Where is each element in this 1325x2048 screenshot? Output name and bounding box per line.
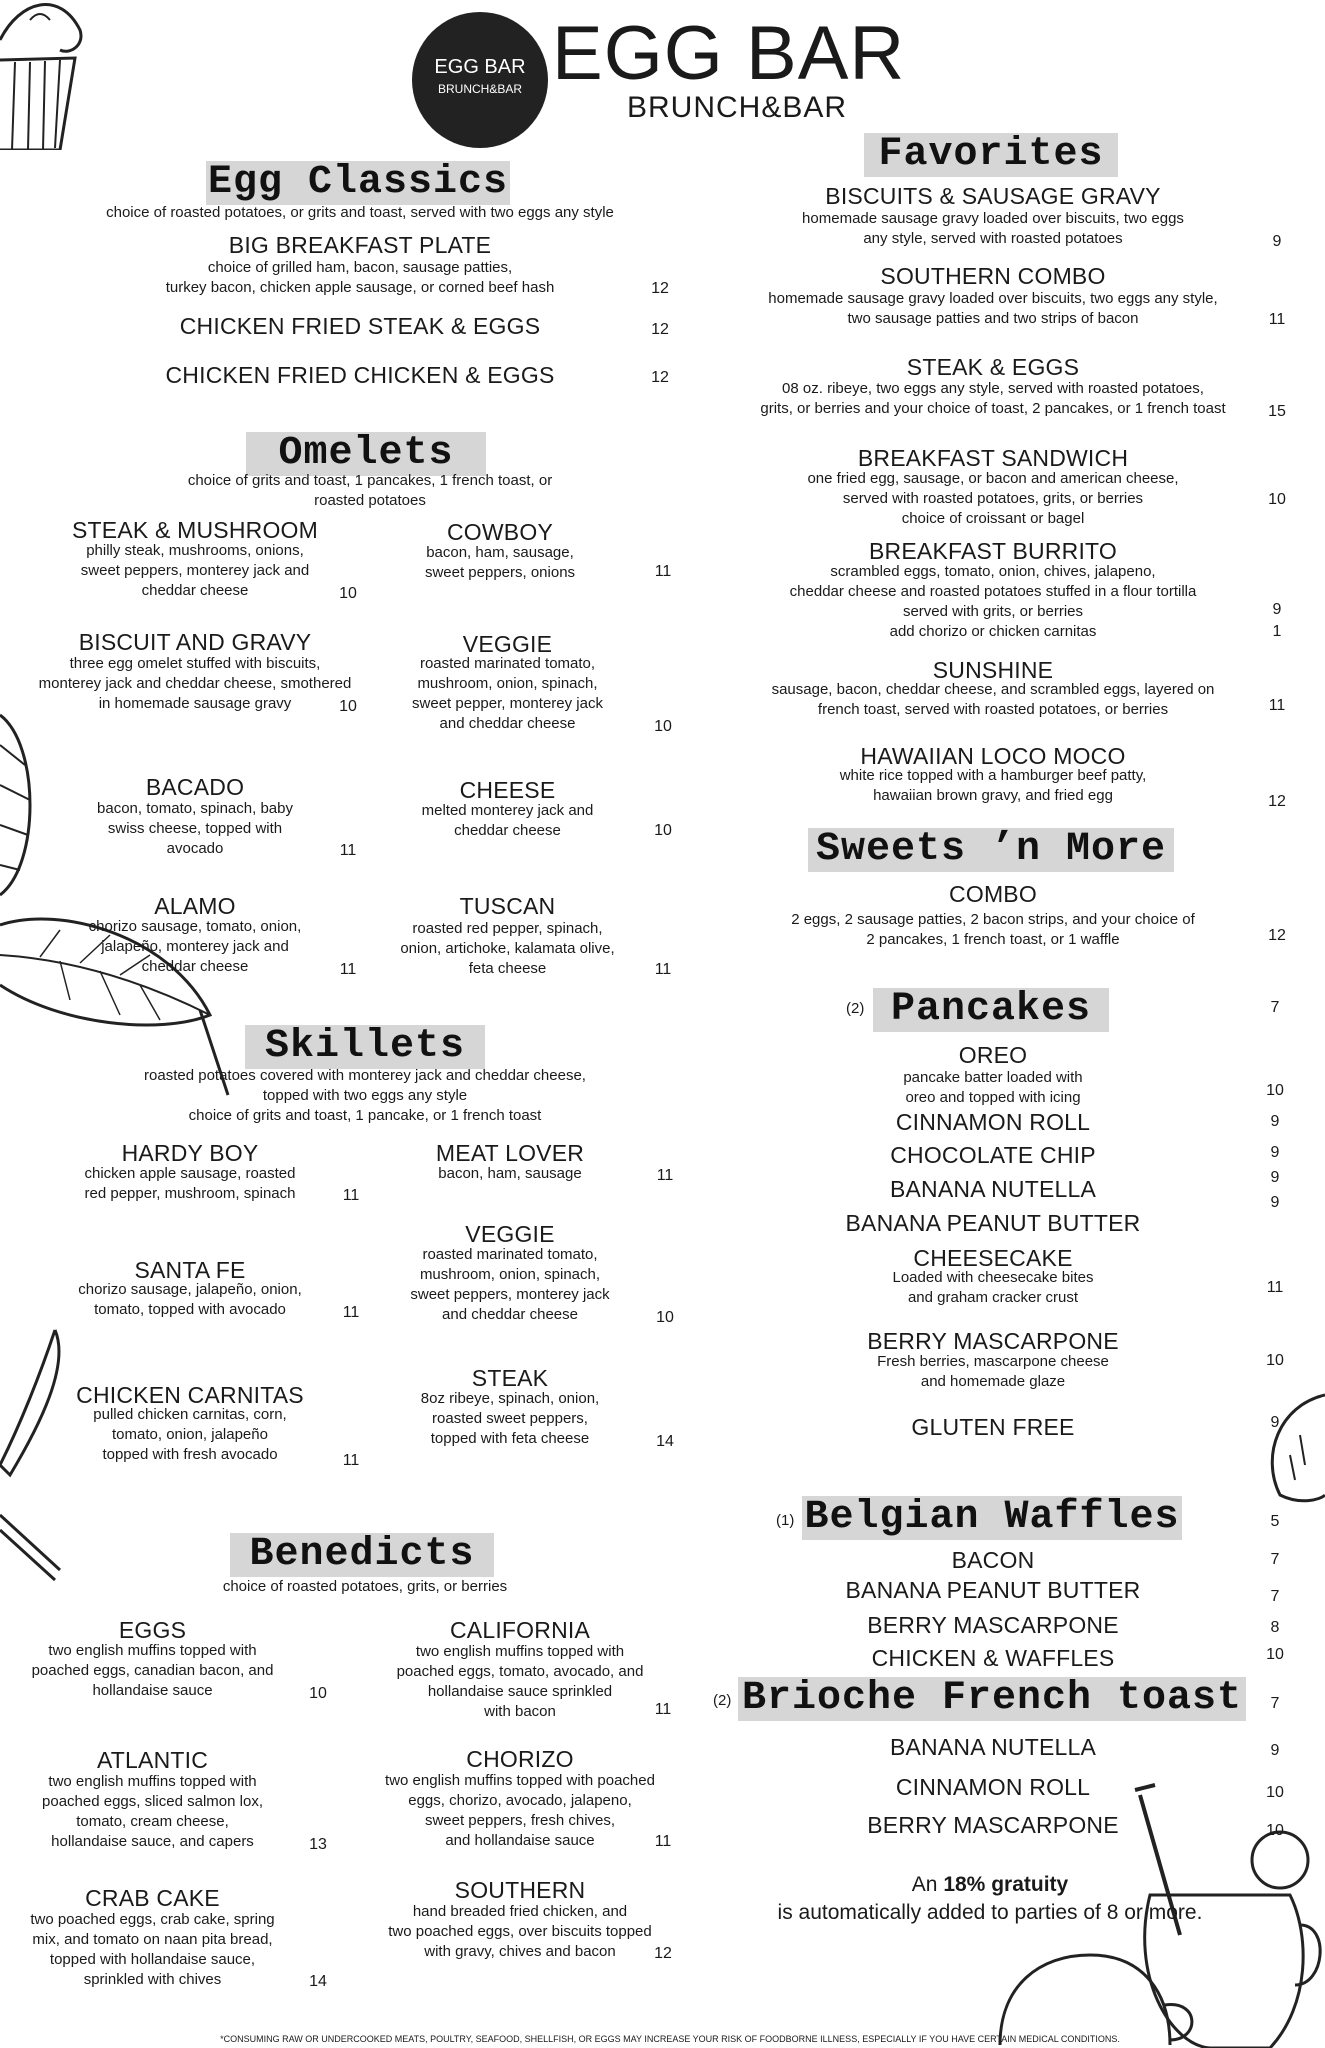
item-name: COWBOY [447, 519, 553, 545]
item-name: CRAB CAKE [85, 1885, 220, 1911]
item-price: 7 [1270, 1588, 1280, 1605]
item-price: 12 [651, 369, 669, 386]
item-price: 12 [1268, 793, 1286, 810]
item-price: 9 [1270, 1113, 1280, 1130]
item-description: chorizo sausage, tomato, onion, jalapeño, monterey jack and cheddar cheese [88, 918, 302, 975]
disclaimer: *CONSUMING RAW OR UNDERCOOKED MEATS, POULTRY, SEAFOOD, SHELLFISH, OR EGGS MAY INCREASE YOUR RISK OF FOODBORNE ILLNESS, ESPECIALLY IF YOU HAVE CERTAIN MEDICAL CONDITIONS. [220, 2034, 1120, 2044]
item-description: 8oz ribeye, spinach, onion, roasted sweet peppers, topped with feta cheese [420, 1390, 600, 1447]
item-price: 11 [342, 1304, 360, 1321]
item-description: bacon, ham, sausage, sweet peppers, onions [424, 544, 576, 581]
gratuity-line2: is automatically added to parties of 8 or more. [777, 1901, 1203, 1924]
item-price: 10 [339, 585, 357, 602]
logo-badge-line2: BRUNCH&BAR [437, 82, 522, 96]
section-title-belgian-waffles: Belgian Waffles [802, 1496, 1182, 1540]
item-name: SOUTHERN COMBO [880, 263, 1106, 289]
item-description: homemade sausage gravy loaded over biscuits, two eggs any style, two sausage patties and two strips of bacon [768, 290, 1218, 327]
item-name: VEGGIE [465, 1221, 555, 1247]
item-description: Loaded with cheesecake bites and graham cracker crust [892, 1269, 1094, 1306]
item-price: 11 [654, 1833, 672, 1850]
section-title-sweets-n-more: Sweets ’n More [808, 828, 1174, 872]
item-description: philly steak, mushrooms, onions, sweet peppers, monterey jack and cheddar cheese [80, 542, 310, 599]
item-price: 10 [656, 1309, 674, 1326]
item-price: 11 [1266, 1279, 1284, 1296]
item-price: 12 [1268, 927, 1286, 944]
item-price: 11 [1268, 697, 1286, 714]
item-description: sausage, bacon, cheddar cheese, and scrambled eggs, layered on french toast, served with roasted potatoes, or berries [771, 681, 1215, 718]
item-price: 10 [654, 822, 672, 839]
item-price: 10 [1266, 1822, 1284, 1839]
item-price: 9 [1270, 1144, 1280, 1161]
item-name: BACADO [145, 774, 245, 800]
item-description: Fresh berries, mascarpone cheese and homemade glaze [877, 1353, 1109, 1390]
item-price: 11 [656, 1167, 674, 1184]
item-name: ALAMO [154, 893, 236, 919]
item-name: BERRY MASCARPONE [867, 1612, 1119, 1638]
item-name: GLUTEN FREE [911, 1414, 1075, 1440]
section-subtitle: choice of roasted potatoes, grits, or berries [222, 1578, 508, 1595]
item-name: BERRY MASCARPONE [867, 1812, 1119, 1838]
item-description: three egg omelet stuffed with biscuits, monterey jack and cheddar cheese, smothered in homemade sausage gravy [38, 655, 352, 712]
item-price: 11 [342, 1452, 360, 1469]
item-description: choice of grilled ham, bacon, sausage patties, turkey bacon, chicken apple sausage, or corned beef hash [165, 259, 555, 296]
item-name: CHICKEN & WAFFLES [871, 1645, 1115, 1671]
item-price: 9 [1272, 601, 1282, 618]
item-description: 08 oz. ribeye, two eggs any style, served with roasted potatoes, grits, or berries and your choice of toast, 2 pancakes, or 1 french toast [760, 380, 1226, 417]
item-price: 11 [339, 961, 357, 978]
pancakes-count: (2) [846, 1000, 865, 1017]
waffles-base-price: 5 [1270, 1513, 1280, 1530]
item-name: SOUTHERN [454, 1877, 586, 1903]
section-subtitle: choice of grits and toast, 1 pancakes, 1 french toast, or roasted potatoes [187, 472, 553, 509]
item-price: 10 [654, 718, 672, 735]
item-name: COMBO [949, 881, 1037, 907]
item-price: 11 [339, 842, 357, 859]
item-description: pancake batter loaded with oreo and topped with icing [903, 1069, 1083, 1106]
gratuity-prefix: An [911, 1873, 944, 1896]
section-title-egg-classics: Egg Classics [207, 160, 509, 205]
item-price: 9 [1272, 233, 1282, 250]
section-subtitle: choice of roasted potatoes, or grits and toast, served with two eggs any style [106, 204, 614, 221]
taco-illustration-icon [1260, 1385, 1325, 1515]
item-name: TUSCAN [459, 893, 556, 919]
logo-subtitle: BRUNCH&BAR [626, 91, 848, 124]
section-subtitle: roasted potatoes covered with monterey jack and cheddar cheese, topped with two eggs any style choice of grits and toast, 1 pancake, or 1 french toast [144, 1067, 586, 1124]
item-name: BREAKFAST SANDWICH [857, 445, 1129, 471]
item-price: 12 [651, 280, 669, 297]
logo-badge [412, 12, 548, 148]
item-name: OREO [958, 1042, 1028, 1068]
item-price: 14 [656, 1433, 674, 1450]
item-name: VEGGIE [462, 631, 553, 657]
item-description: bacon, ham, sausage [438, 1165, 582, 1182]
item-name: CHOCOLATE CHIP [890, 1142, 1096, 1168]
item-description: bacon, tomato, spinach, baby swiss cheese, topped with avocado [97, 800, 293, 857]
item-description: roasted marinated tomato, mushroom, onion, spinach, sweet peppers, monterey jack and cheddar cheese [410, 1246, 610, 1323]
item-description: one fried egg, sausage, or bacon and american cheese, served with roasted potatoes, grits, or berries choice of croissant or bagel [807, 470, 1179, 527]
section-title-benedicts: Benedicts [230, 1533, 494, 1577]
item-name: CINNAMON ROLL [895, 1774, 1091, 1800]
waffles-count: (1) [776, 1512, 795, 1529]
item-price: 12 [654, 1945, 672, 1962]
item-price: 11 [654, 961, 672, 978]
item-name: BANANA NUTELLA [889, 1176, 1097, 1202]
item-price: 11 [654, 563, 672, 580]
item-description: homemade sausage gravy loaded over biscuits, two eggs any style, served with roasted potatoes [802, 210, 1184, 247]
item-name: BREAKFAST BURRITO [869, 538, 1117, 564]
item-name: HAWAIIAN LOCO MOCO [860, 743, 1126, 769]
item-price: 10 [309, 1685, 327, 1702]
item-price: 15 [1268, 403, 1286, 420]
item-name: CHICKEN FRIED STEAK & EGGS [179, 313, 541, 339]
item-name: BERRY MASCARPONE [867, 1328, 1119, 1354]
item-name: CHICKEN CARNITAS [76, 1382, 304, 1408]
item-description: roasted marinated tomato, mushroom, onion, spinach, sweet pepper, monterey jack and cheddar cheese [412, 655, 603, 732]
item-description: chicken apple sausage, roasted red pepper, mushroom, spinach [84, 1165, 296, 1202]
item-price: 9 [1270, 1169, 1280, 1186]
muffin-illustration-icon [0, 0, 90, 150]
french-toast-count: (2) [713, 1692, 732, 1709]
item-price: 14 [309, 1973, 327, 1990]
item-price: 10 [1266, 1352, 1284, 1369]
item-name: CHEESE [459, 777, 556, 803]
item-price: 10 [1268, 491, 1286, 508]
item-price: 11 [654, 1701, 672, 1718]
item-price-extra: 1 [1272, 623, 1282, 640]
item-price: 11 [342, 1187, 360, 1204]
item-name: ATLANTIC [96, 1747, 209, 1773]
item-name: HARDY BOY [121, 1140, 259, 1166]
item-name: BANANA NUTELLA [889, 1734, 1097, 1760]
item-price: 10 [1266, 1784, 1284, 1801]
item-price: 12 [651, 321, 669, 338]
logo-badge-line1: EGG BAR [434, 56, 526, 78]
item-description: two english muffins topped with poached eggs, canadian bacon, and hollandaise sauce [31, 1642, 274, 1699]
item-price: 10 [1266, 1082, 1284, 1099]
item-description: two english muffins topped with poached eggs, tomato, avocado, and hollandaise sauce sprinkled with bacon [396, 1643, 644, 1720]
item-name: STEAK & EGGS [906, 354, 1080, 380]
item-price: 9 [1270, 1194, 1280, 1211]
item-name: BISCUITS & SAUSAGE GRAVY [825, 183, 1161, 209]
item-name: SUNSHINE [932, 657, 1054, 683]
section-title-favorites: Favorites [864, 133, 1118, 177]
item-name: MEAT LOVER [435, 1140, 585, 1166]
item-description: 2 eggs, 2 sausage patties, 2 bacon strips, and your choice of 2 pancakes, 1 french toast, or 1 waffle [791, 911, 1195, 948]
section-title-omelets: Omelets [246, 432, 486, 476]
pancakes-base-price: 7 [1270, 999, 1280, 1016]
item-price: 8 [1270, 1619, 1280, 1636]
item-price: 7 [1270, 1551, 1280, 1568]
item-description: melted monterey jack and cheddar cheese [421, 802, 594, 839]
item-description: scrambled eggs, tomato, onion, chives, jalapeno, cheddar cheese and roasted potatoes stuffed in a flour tortilla served with grits, or berries add chorizo or chicken carnitas [789, 563, 1197, 640]
item-description: two poached eggs, crab cake, spring mix, and tomato on naan pita bread, topped with hollandaise sauce, sprinkled with chives [30, 1911, 275, 1988]
item-name: STEAK [471, 1365, 549, 1391]
item-name: EGGS [118, 1617, 187, 1643]
section-title-skillets: Skillets [245, 1025, 485, 1069]
item-name: CINNAMON ROLL [895, 1109, 1091, 1135]
item-name: BANANA PEANUT BUTTER [845, 1577, 1141, 1603]
leaf-illustration-icon [0, 705, 40, 905]
item-name: BIG BREAKFAST PLATE [228, 232, 492, 258]
section-title-brioche-french-toast: Brioche French toast [738, 1677, 1246, 1721]
item-description: two english muffins topped with poached eggs, chorizo, avocado, jalapeno, sweet peppers, fresh chives, and hollandaise sauce [385, 1772, 655, 1849]
item-price: 10 [339, 698, 357, 715]
item-name: CHEESECAKE [913, 1245, 1073, 1271]
item-name: CHORIZO [466, 1746, 574, 1772]
item-price: 13 [309, 1836, 327, 1853]
item-description: hand breaded fried chicken, and two poached eggs, over biscuits topped with gravy, chives and bacon [388, 1903, 652, 1960]
item-description: chorizo sausage, jalapeño, onion, tomato, topped with avocado [78, 1281, 302, 1318]
item-price: 9 [1270, 1742, 1280, 1759]
item-name: CHICKEN FRIED CHICKEN & EGGS [165, 362, 555, 388]
gratuity-bold: 18% gratuity [943, 1873, 1069, 1896]
item-price: 9 [1270, 1414, 1280, 1431]
item-name: CALIFORNIA [449, 1617, 591, 1643]
item-price: 10 [1266, 1646, 1284, 1663]
item-name: BISCUIT AND GRAVY [78, 629, 312, 655]
item-name: STEAK & MUSHROOM [71, 517, 318, 543]
item-name: BANANA PEANUT BUTTER [845, 1210, 1141, 1236]
item-description: two english muffins topped with poached eggs, sliced salmon lox, tomato, cream cheese, hollandaise sauce, and capers [42, 1773, 263, 1850]
fork-illustration-icon [0, 1510, 80, 1590]
item-price: 11 [1268, 311, 1286, 328]
logo-title: EGG BAR [552, 11, 906, 96]
gratuity-line1 [740, 1872, 1240, 1898]
item-description: roasted red pepper, spinach, onion, artichoke, kalamata olive, feta cheese [400, 920, 615, 977]
item-description: pulled chicken carnitas, corn, tomato, onion, jalapeño topped with fresh avocado [93, 1406, 287, 1463]
item-description: white rice topped with a hamburger beef patty, hawaiian brown gravy, and fried egg [839, 767, 1147, 804]
section-title-pancakes: Pancakes [873, 988, 1109, 1032]
item-name: BACON [951, 1547, 1035, 1573]
french-toast-base-price: 7 [1270, 1695, 1280, 1712]
item-name: SANTA FE [134, 1257, 246, 1283]
